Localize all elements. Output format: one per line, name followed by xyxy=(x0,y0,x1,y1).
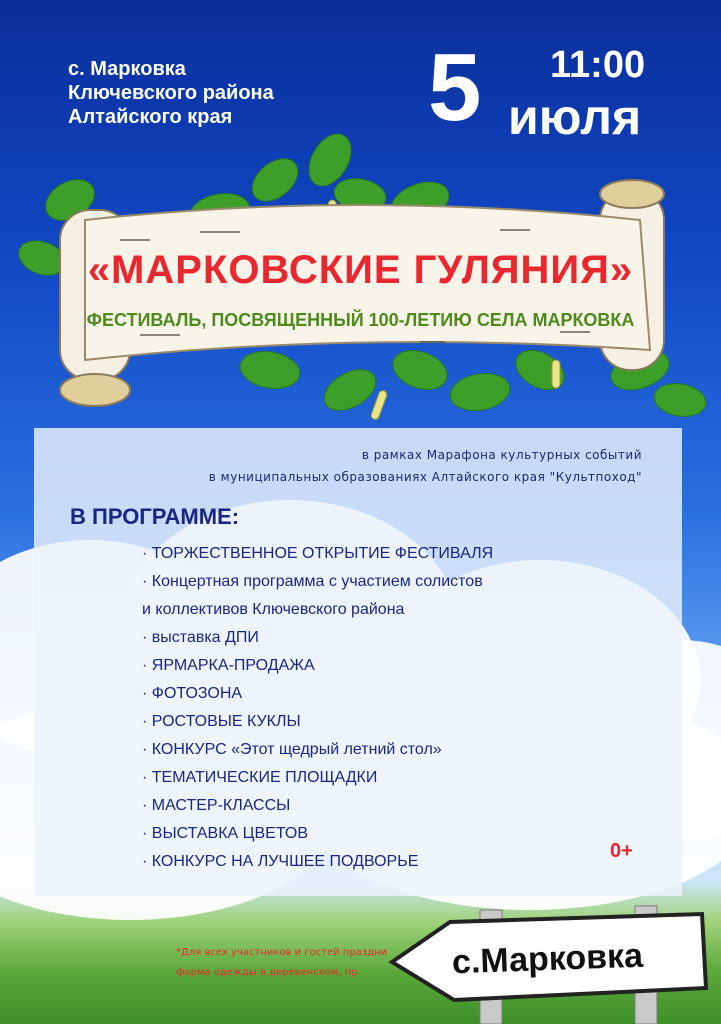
festival-subtitle: ФЕСТИВАЛЬ, ПОСВЯЩЕННЫЙ 100-ЛЕТИЮ СЕЛА МАРКОВКА xyxy=(86,310,635,330)
note-line: форма одежды в деревенском, пр xyxy=(176,967,358,978)
program-item: · выставка ДПИ xyxy=(142,629,259,646)
marathon-line: в рамках Марафона культурных событий xyxy=(361,448,642,462)
program-item: · ТОРЖЕСТВЕННОЕ ОТКРЫТИЕ ФЕСТИВАЛЯ xyxy=(142,545,494,562)
program-item: · ФОТОЗОНА xyxy=(142,685,243,702)
program-item: · ВЫСТАВКА ЦВЕТОВ xyxy=(142,825,309,842)
program-item: · ЯРМАРКА-ПРОДАЖА xyxy=(142,657,315,674)
program-item: и коллективов Ключевского района xyxy=(142,601,405,618)
age-rating-badge: 0+ xyxy=(610,840,633,862)
program-item: · МАСТЕР-КЛАССЫ xyxy=(142,797,291,814)
program-item: · КОНКУРС «Этот щедрый летний стол» xyxy=(142,741,442,758)
event-day: 5 xyxy=(428,34,482,141)
village-sign-label: с.Марковка xyxy=(451,936,644,982)
program-item: · Концертная программа с участием солистов xyxy=(142,573,483,590)
note-line: *Для всех участников и гостей праздни xyxy=(176,947,388,958)
event-month: июля xyxy=(508,89,642,145)
program-item: · КОНКУРС НА ЛУЧШЕЕ ПОДВОРЬЕ xyxy=(142,853,419,870)
program-list xyxy=(142,540,493,876)
program-item: · РОСТОВЫЕ КУКЛЫ xyxy=(142,713,301,730)
program-heading: В ПРОГРАММЕ: xyxy=(70,504,240,529)
festival-title: «МАРКОВСКИЕ ГУЛЯНИЯ» xyxy=(87,248,634,292)
program-panel xyxy=(34,428,682,896)
location-block xyxy=(68,57,274,129)
marathon-line: в муниципальных образованиях Алтайского края "Культпоход" xyxy=(208,470,642,484)
location-line: с. Марковка xyxy=(68,58,186,80)
program-item: · ТЕМАТИЧЕСКИЕ ПЛОЩАДКИ xyxy=(142,769,378,786)
event-time: 11:00 xyxy=(550,44,646,86)
location-line: Алтайского края xyxy=(68,106,233,128)
marathon-note xyxy=(209,444,642,488)
location-line: Ключевского района xyxy=(68,82,274,104)
dress-code-note xyxy=(176,943,387,983)
